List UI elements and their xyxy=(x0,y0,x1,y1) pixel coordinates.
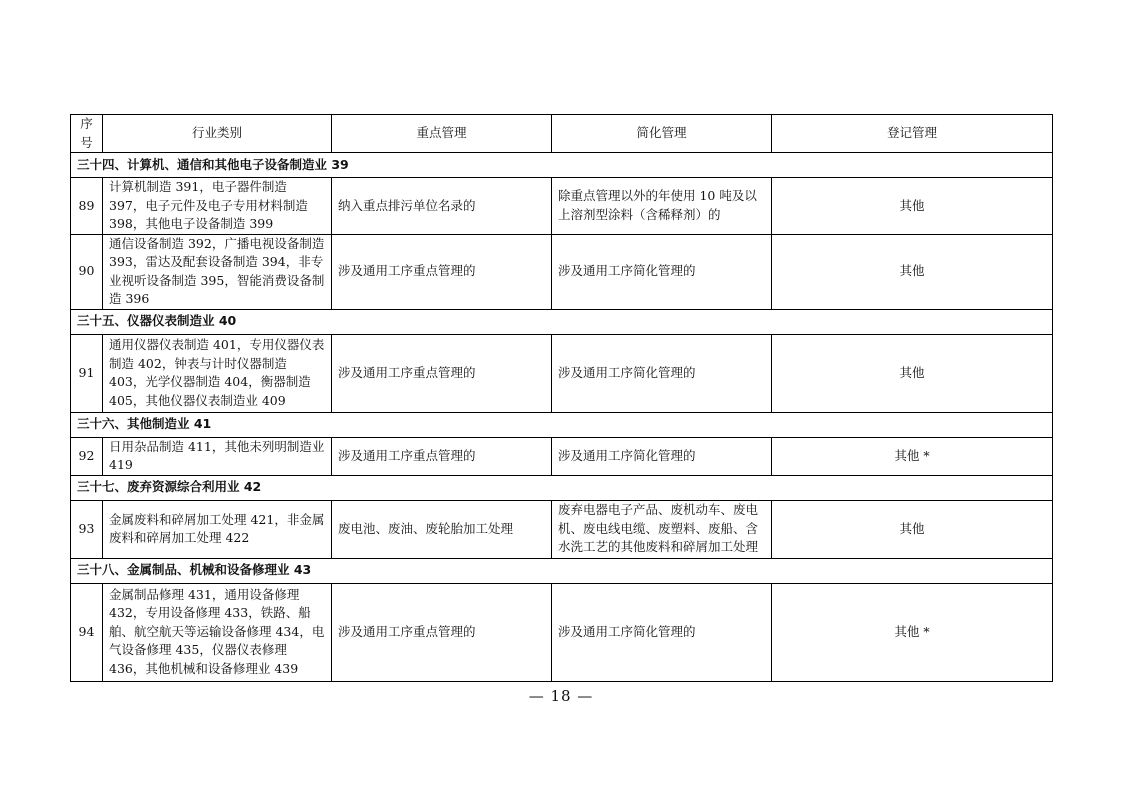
row-key: 涉及通用工序重点管理的 xyxy=(332,437,552,475)
table-row xyxy=(71,500,1053,558)
row-registration: 其他 xyxy=(772,178,1053,235)
row-no: 89 xyxy=(71,178,103,235)
section-row xyxy=(71,309,1053,334)
row-registration: 其他 * xyxy=(772,583,1053,681)
section-title: 三十八、金属制品、机械和设备修理业 43 xyxy=(71,558,1053,583)
row-key: 涉及通用工序重点管理的 xyxy=(332,234,552,309)
row-industry: 通用仪器仪表制造 401，专用仪器仪表制造 402，钟表与计时仪器制造 403，光学仪器制造 404，衡器制造 405，其他仪器仪表制造业 409 xyxy=(103,334,332,412)
header-key: 重点管理 xyxy=(332,115,552,153)
row-simplified: 涉及通用工序简化管理的 xyxy=(552,583,772,681)
row-key: 废电池、废油、废轮胎加工处理 xyxy=(332,500,552,558)
row-registration: 其他 xyxy=(772,500,1053,558)
header-row xyxy=(71,115,1053,153)
section-row xyxy=(71,412,1053,437)
row-simplified: 废弃电器电子产品、废机动车、废电机、废电线电缆、废塑料、废船、含水洗工艺的其他废料和碎屑加工处理 xyxy=(552,500,772,558)
row-registration: 其他 * xyxy=(772,437,1053,475)
header-no: 序号 xyxy=(71,115,103,153)
row-industry: 金属废料和碎屑加工处理 421，非金属废料和碎屑加工处理 422 xyxy=(103,500,332,558)
row-industry: 金属制品修理 431，通用设备修理 432，专用设备修理 433，铁路、船舶、航空航天等运输设备修理 434，电气设备修理 435，仪器仪表修理 436，其他机械和设备修理业 439 xyxy=(103,583,332,681)
table-row xyxy=(71,437,1053,475)
header-registration: 登记管理 xyxy=(772,115,1053,153)
row-industry: 日用杂品制造 411，其他未列明制造业 419 xyxy=(103,437,332,475)
row-no: 94 xyxy=(71,583,103,681)
section-title: 三十四、计算机、通信和其他电子设备制造业 39 xyxy=(71,153,1053,178)
row-key: 涉及通用工序重点管理的 xyxy=(332,334,552,412)
permit-classification-table xyxy=(70,114,1053,682)
row-no: 91 xyxy=(71,334,103,412)
page-number: — 18 — xyxy=(528,687,594,705)
section-title: 三十五、仪器仪表制造业 40 xyxy=(71,309,1053,334)
row-key: 涉及通用工序重点管理的 xyxy=(332,583,552,681)
row-no: 93 xyxy=(71,500,103,558)
section-row xyxy=(71,475,1053,500)
table-row xyxy=(71,334,1053,412)
row-industry: 通信设备制造 392，广播电视设备制造 393，雷达及配套设备制造 394，非专业视听设备制造 395，智能消费设备制造 396 xyxy=(103,234,332,309)
row-simplified: 除重点管理以外的年使用 10 吨及以上溶剂型涂料（含稀释剂）的 xyxy=(552,178,772,235)
section-row xyxy=(71,153,1053,178)
table-row xyxy=(71,234,1053,309)
section-title: 三十七、废弃资源综合利用业 42 xyxy=(71,475,1053,500)
row-registration: 其他 xyxy=(772,234,1053,309)
row-no: 90 xyxy=(71,234,103,309)
row-key: 纳入重点排污单位名录的 xyxy=(332,178,552,235)
table-row xyxy=(71,178,1053,235)
row-registration: 其他 xyxy=(772,334,1053,412)
header-simplified: 简化管理 xyxy=(552,115,772,153)
row-no: 92 xyxy=(71,437,103,475)
section-title: 三十六、其他制造业 41 xyxy=(71,412,1053,437)
row-industry: 计算机制造 391，电子器件制造 397，电子元件及电子专用材料制造 398，其他电子设备制造 399 xyxy=(103,178,332,235)
row-simplified: 涉及通用工序简化管理的 xyxy=(552,334,772,412)
header-industry: 行业类别 xyxy=(103,115,332,153)
row-simplified: 涉及通用工序简化管理的 xyxy=(552,437,772,475)
table-row xyxy=(71,583,1053,681)
row-simplified: 涉及通用工序简化管理的 xyxy=(552,234,772,309)
section-row xyxy=(71,558,1053,583)
